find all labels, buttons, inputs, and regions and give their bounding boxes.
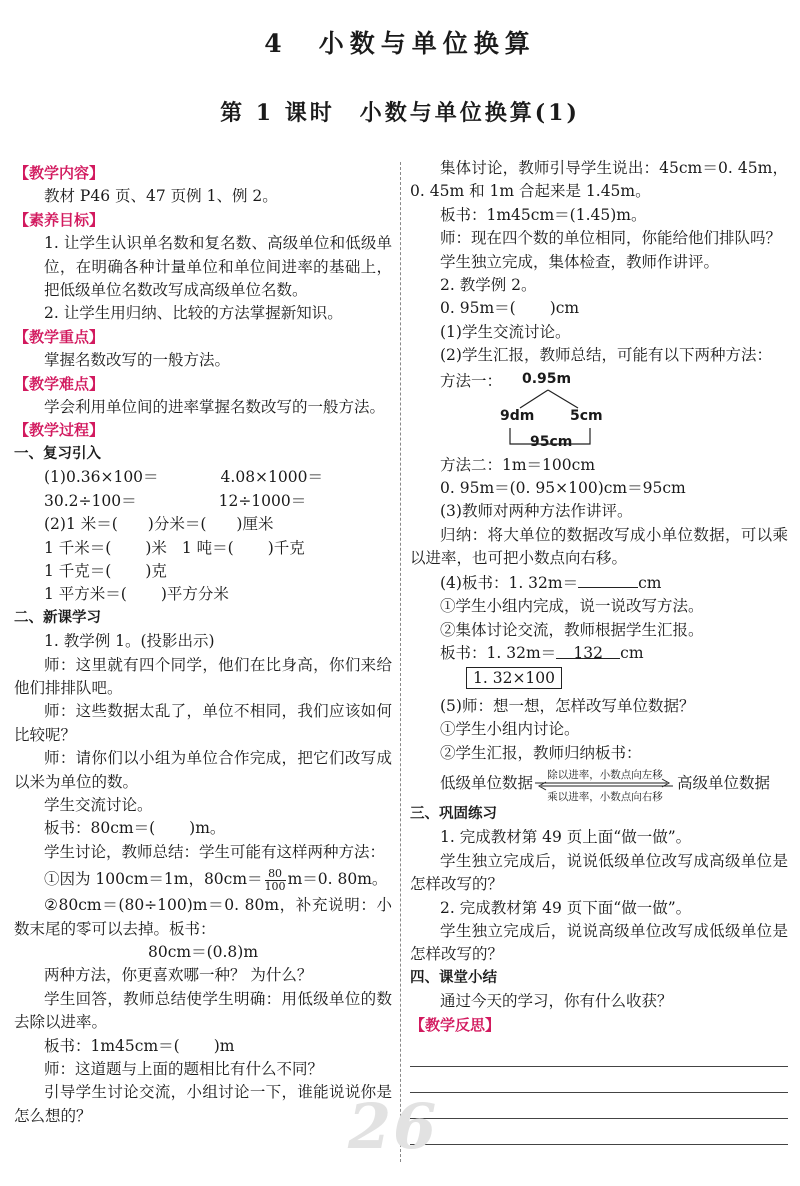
answer-filled: 132 <box>556 642 620 659</box>
paragraph: (2)学生汇报，教师总结，可能有以下两种方法： <box>440 346 772 365</box>
paragraph: 师：请你们以小组为单位合作完成，把它们改写成以米为单位的数。 <box>14 749 392 791</box>
unit-title: 4 小数与单位换算 <box>264 29 536 58</box>
arrow-top-label: 除以进率，小数点向左移 <box>547 768 663 781</box>
review-text: 1 千米＝( <box>44 538 112 557</box>
review-row-5 <box>14 560 392 583</box>
method-1-label: 方法一： <box>440 371 503 390</box>
goals-tag: 【素养目标】 <box>14 210 105 229</box>
paragraph: 学生讨论，教师总结：学生可能有这样两种方法： <box>44 842 386 861</box>
paragraph: (1)学生交流讨论。 <box>440 322 571 341</box>
right-column <box>410 157 788 1145</box>
goal-2: 2. 让学生用归纳、比较的方法掌握新知识。 <box>44 304 343 323</box>
paragraph: 学生独立完成后，说说高级单位改写成低级单位是怎样改写的？ <box>410 921 788 964</box>
paragraph: 学生独立完成，集体检查，教师作讲评。 <box>440 252 720 271</box>
fraction-numerator: 80 <box>265 868 286 881</box>
board-text: (4)板书：1. 32m＝ <box>440 573 579 592</box>
fraction <box>265 868 286 893</box>
method-2-line: 方法二：1m＝100cm <box>440 455 596 474</box>
key-point-tag: 【教学重点】 <box>14 327 105 346</box>
question-text: 0. 95m＝( <box>440 299 516 318</box>
paragraph: 师：现在四个数的单位相同，你能给他们排队吗？ <box>440 229 782 248</box>
board-note <box>410 571 788 595</box>
left-column <box>14 162 392 1128</box>
example-2-question <box>410 297 788 320</box>
review-row-3 <box>14 513 392 536</box>
fraction-denominator: 100 <box>264 879 286 893</box>
review-text: 1 平方米＝( <box>44 585 127 604</box>
paragraph: ②集体讨论交流，教师根据学生汇报。 <box>440 620 704 639</box>
method-text: m＝0. 80m。 <box>287 870 388 889</box>
board-text: 板书：1m45cm＝( <box>44 1036 180 1055</box>
process-tag: 【教学过程】 <box>14 421 105 440</box>
review-text: )米 <box>145 538 167 557</box>
paragraph: 1. 完成教材第 49 页上面“做一做”。 <box>440 828 692 847</box>
paragraph: 学生交流讨论。 <box>44 795 153 814</box>
paragraph: (3)教师对两种方法作讲评。 <box>440 502 633 521</box>
paragraph: 学生回答，教师总结使学生明确：用低级单位的数去除以进率。 <box>14 989 392 1032</box>
writing-line <box>410 1041 788 1067</box>
low-unit-label: 低级单位数据 <box>440 774 534 793</box>
review-text: (2)1 米＝( <box>44 515 118 534</box>
board-note <box>14 1035 392 1058</box>
arrow-bottom-label: 乘以进率，小数点向右移 <box>547 790 663 803</box>
example-2-title: 2. 教学例 2。 <box>440 276 537 295</box>
method-2-line: ②80cm＝(80÷100)m＝0. 80m，补充说明：小数末尾的零可以去掉。板书： <box>14 896 392 938</box>
board-text: cm <box>620 643 644 662</box>
review-item: 4.08×1000＝ <box>220 468 323 487</box>
paragraph: 学生独立完成后，说说低级单位改写成高级单位是怎样改写的？ <box>410 851 788 894</box>
content-text: 教材 P46 页、47 页例 1、例 2。 <box>44 187 278 206</box>
answer-blank <box>578 571 638 588</box>
review-text: )千克 <box>267 538 305 557</box>
paragraph: 引导学生讨论交流，小组讨论一下，谁能说说你是怎么想的？ <box>14 1083 392 1125</box>
goal-1: 1. 让学生认识单名数和复名数、高级单位和低级单位，在明确各种计量单位和单位间进率的基础上，把低级单位名数改写成高级单位名数。 <box>44 234 392 300</box>
board-text: 板书：80cm＝( <box>44 819 156 838</box>
paragraph: ①学生小组内讨论。 <box>440 720 580 739</box>
method-1-line <box>14 864 392 894</box>
difficulty-tag: 【教学难点】 <box>14 374 105 393</box>
lesson-title: 第 1 课时 小数与单位换算(1) <box>220 100 580 126</box>
paragraph: ②学生汇报，教师归纳板书： <box>440 743 642 762</box>
boxed-row <box>410 667 788 690</box>
review-row-2 <box>14 490 392 513</box>
review-item: (1)0.36×100＝ <box>44 468 159 487</box>
board-note: 板书：1m45cm＝(1.45)m。 <box>440 205 647 224</box>
content-tag: 【教学内容】 <box>14 164 105 182</box>
section-summary-title: 四、课堂小结 <box>410 969 497 986</box>
reflection-tag: 【教学反思】 <box>410 1015 501 1034</box>
paragraph: 两种方法，你更喜欢哪一种？ 为什么？ <box>44 966 313 985</box>
paragraph: 师：这道题与上面的题相比有什么不同？ <box>44 1060 324 1079</box>
review-item: 30.2÷100＝ <box>44 491 137 510</box>
question-text: )cm <box>549 299 580 318</box>
board-note <box>14 817 392 840</box>
board-result: 80cm＝(0.8)m <box>147 943 259 961</box>
section-new-lesson-title: 二、新课学习 <box>14 609 101 626</box>
review-text: )厘米 <box>236 515 274 534</box>
review-text: )克 <box>145 561 167 580</box>
diagram-bottom-value: 95cm <box>530 433 573 450</box>
conversion-arrows <box>535 765 675 803</box>
review-text: )分米＝( <box>147 515 207 534</box>
section-review-title: 一、复习引入 <box>14 445 101 462</box>
review-item: 12÷1000＝ <box>218 491 307 510</box>
method-text: ①因为 100cm＝1m，80cm＝ <box>44 870 263 889</box>
diagram-left-value: 9dm <box>500 407 535 424</box>
diagram-right-value: 5cm <box>570 407 603 424</box>
paragraph: 2. 完成教材第 49 页下面“做一做”。 <box>440 898 692 917</box>
method-2-calc: 0. 95m＝(0. 95×100)cm＝95cm <box>440 479 686 498</box>
boxed-expression: 1. 32×100 <box>466 667 562 689</box>
section-practice-title: 三、巩固练习 <box>410 805 497 822</box>
writing-line <box>410 1119 788 1145</box>
review-row-1 <box>14 466 392 489</box>
key-point-text: 掌握名数改写的一般方法。 <box>44 351 231 370</box>
decomposition-diagram <box>410 370 788 452</box>
paragraph: 师：这里就有四个同学，他们在比身高，你们来给他们排排队吧。 <box>14 655 392 697</box>
board-text: cm <box>638 573 662 592</box>
conversion-rule <box>410 765 788 803</box>
board-text: )m <box>213 1036 235 1055</box>
page-number: 26 <box>348 1090 439 1163</box>
review-text: 1 千克＝( <box>44 561 112 580</box>
example-1-title: 1. 教学例 1。(投影出示) <box>44 632 215 651</box>
writing-line <box>410 1093 788 1119</box>
column-divider <box>400 162 401 1162</box>
paragraph: (5)师：想一想，怎样改写单位数据？ <box>440 696 695 715</box>
board-text: )m。 <box>189 819 226 838</box>
reflection-lines <box>410 1041 788 1145</box>
paragraph: 师：这些数据太乱了，单位不相同，我们应该如何比较呢？ <box>14 702 392 744</box>
paragraph: 归纳：将大单位的数据改写成小单位数据，可以乘以进率，也可把小数点向右移。 <box>410 525 788 568</box>
board-text: 板书：1. 32m＝ <box>440 643 557 662</box>
paragraph: ①学生小组内完成，说一说改写方法。 <box>440 597 704 616</box>
diagram-top-value: 0.95m <box>522 370 572 387</box>
review-text: )平方分米 <box>160 585 229 604</box>
review-row-6 <box>14 583 392 606</box>
difficulty-text: 学会利用单位间的进率掌握名数改写的一般方法。 <box>44 398 386 417</box>
paragraph: 集体讨论，教师引导学生说出：45cm＝0. 45m，0. 45m 和 1m 合起来是 1.45m。 <box>410 159 788 201</box>
review-text: 1 吨＝( <box>181 538 234 557</box>
writing-line <box>410 1067 788 1093</box>
review-row-4 <box>14 537 392 560</box>
high-unit-label: 高级单位数据 <box>677 774 771 793</box>
board-note <box>410 642 788 665</box>
paragraph: 通过今天的学习，你有什么收获？ <box>440 992 673 1011</box>
